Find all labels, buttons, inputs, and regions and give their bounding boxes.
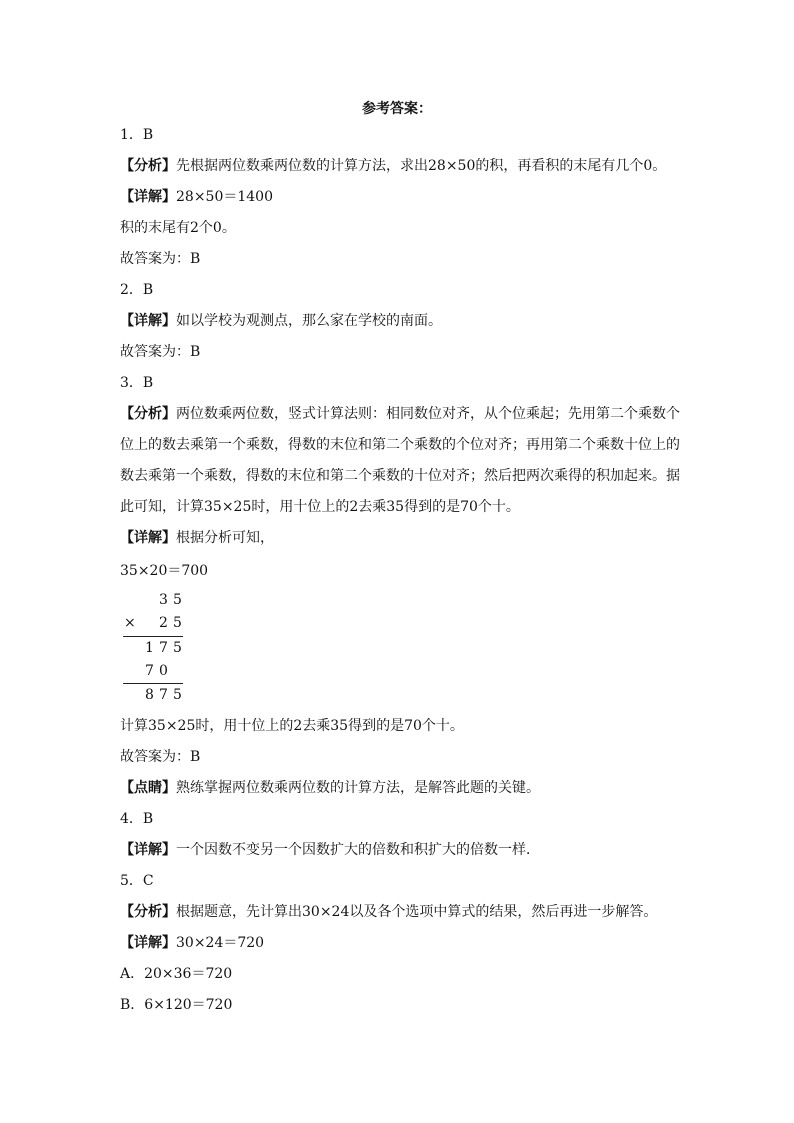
q5-detail-text: 30×24＝720 [176, 935, 265, 951]
vertical-row-1 [120, 592, 190, 612]
vertical-row-5 [120, 687, 190, 707]
q1-analysis [120, 157, 666, 175]
vertical-row-4 [120, 663, 190, 683]
q5-analysis-text: 根据题意，先计算出30×24以及各个选项中算式的结果，然后再进一步解答。 [176, 904, 658, 920]
q5-option-a: A．20×36＝720 [120, 966, 233, 982]
digit: 0 [159, 663, 168, 679]
comment-tag: 【点睛】 [120, 780, 176, 796]
q3-answer: 故答案为：B [120, 749, 201, 765]
q1-number: 1．B [120, 127, 154, 143]
multiply-sign: × [124, 615, 136, 631]
q1-answer: 故答案为：B [120, 251, 201, 267]
q3-calc: 35×20＝700 [120, 563, 209, 579]
digit: 5 [173, 687, 182, 703]
analysis-tag: 【分析】 [120, 406, 176, 422]
digit: 7 [145, 663, 154, 679]
q3-detail [120, 529, 274, 547]
page-title: 参考答案： [362, 101, 432, 117]
q2-detail [120, 312, 442, 330]
vertical-row-3 [120, 640, 190, 660]
q4-number: 4．B [120, 811, 154, 827]
q2-detail-text: 如以学校为观测点，那么家在学校的南面。 [176, 313, 442, 329]
analysis-tag: 【分析】 [120, 904, 176, 920]
q3-comment-text: 熟练掌握两位数乘两位数的计算方法，是解答此题的关键。 [176, 780, 540, 796]
q1-line: 积的末尾有2个0。 [120, 220, 236, 236]
detail-tag: 【详解】 [120, 842, 176, 858]
detail-tag: 【详解】 [120, 935, 176, 951]
digit: 8 [145, 687, 154, 703]
analysis-tag: 【分析】 [120, 158, 176, 174]
q4-detail-text: 一个因数不变另一个因数扩大的倍数和积扩大的倍数一样． [176, 842, 540, 858]
q5-option-b: B．6×120＝720 [120, 997, 233, 1013]
q3-number: 3．B [120, 375, 154, 391]
q3-comment [120, 779, 540, 797]
q3-analysis-text-2: 位上的数去乘第一个乘数，得数的末位和第二个乘数的个位对齐；再用第二个乘数十位上的 [120, 437, 680, 453]
digit: 7 [159, 687, 168, 703]
q1-detail-text: 28×50＝1400 [176, 189, 273, 205]
detail-tag: 【详解】 [120, 313, 176, 329]
vertical-rule-1 [123, 636, 183, 637]
q2-number: 2．B [120, 282, 154, 298]
detail-tag: 【详解】 [120, 530, 176, 546]
digit: 5 [173, 640, 182, 656]
digit: 5 [173, 592, 182, 608]
q3-conclusion: 计算35×25时，用十位上的2去乘35得到的是70个十。 [120, 718, 464, 734]
digit: 2 [159, 615, 168, 631]
vertical-row-2 [120, 615, 190, 635]
digit: 1 [145, 640, 154, 656]
q3-analysis-text-3: 数去乘第一个乘数，得数的末位和第二个乘数的十位对齐；然后把两次乘得的积加起来。据 [120, 468, 680, 484]
q3-analysis [120, 405, 680, 423]
q3-detail-text: 根据分析可知， [176, 530, 274, 546]
q1-detail [120, 188, 273, 206]
q3-analysis-text-1: 两位数乘两位数，竖式计算法则：相同数位对齐，从个位乘起；先用第二个乘数个 [176, 406, 680, 422]
q5-detail [120, 934, 264, 952]
q5-analysis [120, 903, 657, 921]
q5-number: 5．C [120, 873, 154, 889]
digit: 5 [173, 615, 182, 631]
q1-analysis-text: 先根据两位数乘两位数的计算方法，求出28×50的积，再看积的末尾有几个0。 [176, 158, 667, 174]
digit: 3 [159, 592, 168, 608]
q4-detail [120, 841, 540, 859]
digit: 7 [159, 640, 168, 656]
q2-answer: 故答案为：B [120, 344, 201, 360]
detail-tag: 【详解】 [120, 189, 176, 205]
q3-analysis-text-4: 此可知，计算35×25时，用十位上的2去乘35得到的是70个十。 [120, 499, 520, 515]
vertical-multiplication [120, 592, 190, 710]
vertical-rule-2 [123, 683, 183, 684]
